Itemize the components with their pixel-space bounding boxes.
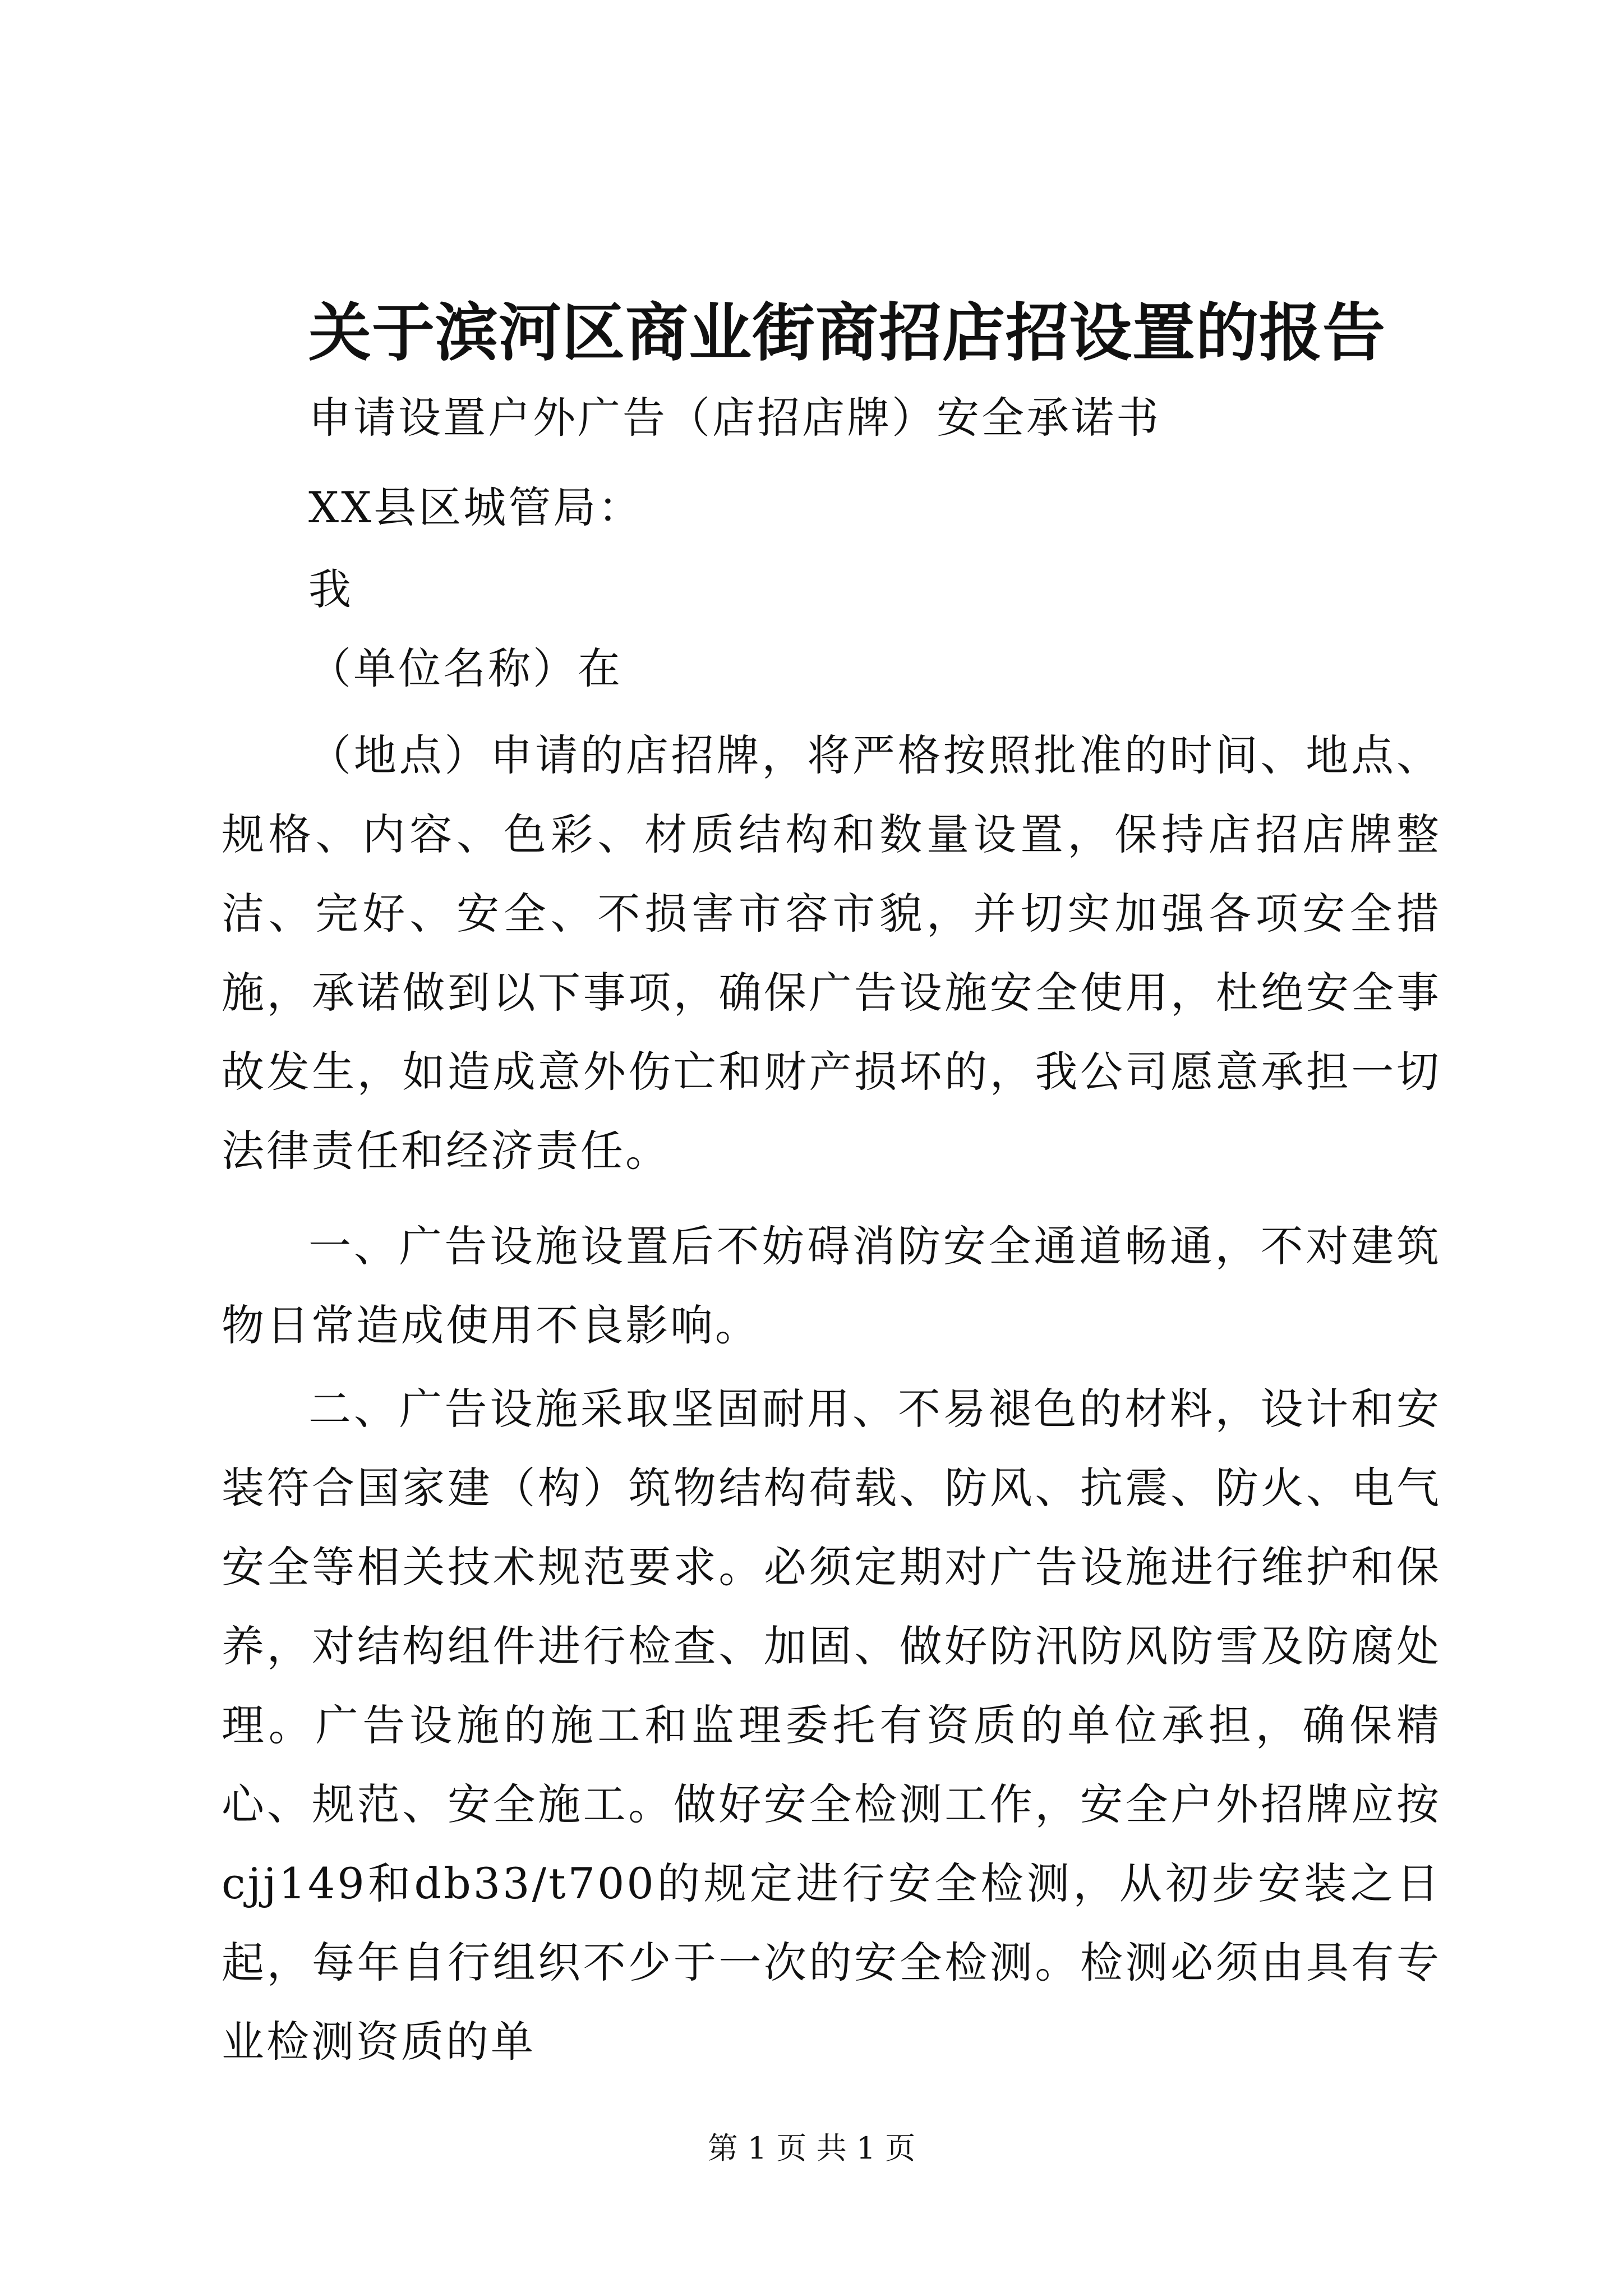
addressee: XX县区城管局： xyxy=(308,482,643,532)
paragraph-item-2: 二、广告设施采取坚固耐用、不易褪色的材料，设计和安装符合国家建（构）筑物结构荷载、防风、抗震、防火、电气安全等相关技术规范要求。必须定期对广告设施进行维护和保养，对结构组件进行检查、加固、做好防汛防风防雪及防腐处理。广告设施的施工和监理委托有资质的单位承担，确保精心、规范、安全施工。做好安全检测工作，安全户外招牌应按cjj149和db33/t700的规定进行安全检测，从初步安装之日起，每年自行组织不少于一次的安全检测。检测必须由具有专业检测资质的单 xyxy=(222,1384,1441,2067)
text-line-unit: （单位名称）在 xyxy=(308,643,623,693)
paragraph-commitment: （地点）申请的店招牌，将严格按照批准的时间、地点、规格、内容、色彩、材质结构和数量设置，保持店招店牌整洁、完好、安全、不损害市容市貌，并切实加强各项安全措施，承诺做到以下事项，确保广告设施安全使用，杜绝安全事故发生，如造成意外伤亡和财产损坏的，我公司愿意承担一切法律责任和经济责任。 xyxy=(222,730,1441,1176)
text-line-wo: 我 xyxy=(308,564,353,614)
subtitle: 申请设置户外广告（店招店牌）安全承诺书 xyxy=(308,393,1161,443)
paragraph-item-1: 一、广告设施设置后不妨碍消防安全通道畅通，不对建筑物日常造成使用不良影响。 xyxy=(222,1221,1441,1350)
document-title: 关于滨河区商业街商招店招设置的报告 xyxy=(308,296,1386,370)
page-footer: 第 1 页 共 1 页 xyxy=(707,2131,916,2166)
